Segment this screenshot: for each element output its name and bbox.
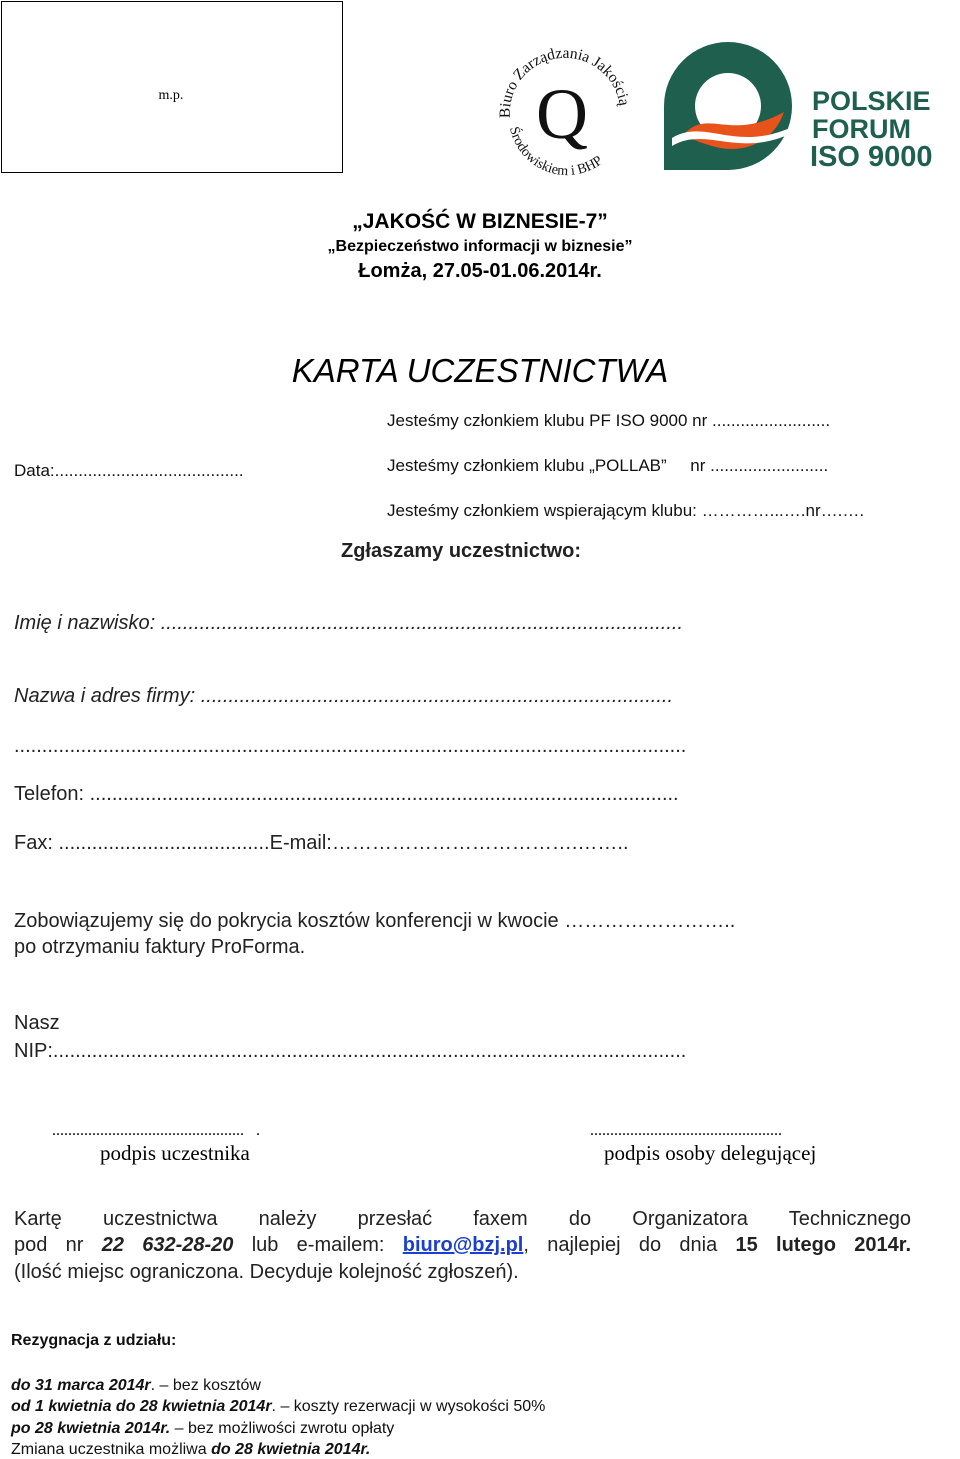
pfi-line1: POLSKIE [812,86,931,116]
pfi-line3: ISO 9000 [810,141,933,173]
page-title: KARTA UCZESTNICTWA [291,352,669,389]
resignation-row-1: do 31 marca 2014r. – bez kosztów [11,1377,261,1394]
phone-field: Telefon: .......................................................................................................... [14,783,679,805]
email-link[interactable]: biuro@bzj.pl [402,1234,524,1256]
instructions-line-2: pod nr 22 632-28-20 lub e-mailem: biuro@bzj.pl, najlepiej do dnia 15 lutego 2014r. [14,1234,912,1256]
name-field: Imię i nazwisko: .............................................................................................. [14,612,684,634]
resignation-heading: Rezygnacja z udziału: [11,1332,177,1349]
signature-right-label: podpis osoby delegującej [604,1141,817,1165]
club-pf-iso: Jesteśmy członkiem klubu PF ISO 9000 nr ......................... [387,411,831,430]
stamp-box [1,1,343,173]
company-field: Nazwa i adres firmy: ..................................................................................... [14,685,674,707]
signature-left-label: podpis uczestnika [100,1141,250,1165]
event-place-date: Łomża, 27.05-01.06.2014r. [358,260,602,282]
instructions-line-1: Kartę uczestnictwa należy przesłać faxem do Organizatora Technicznego [14,1208,911,1230]
bzj-arc-bottom: Środowiskiem i BHP [505,125,606,180]
club-pollab: Jesteśmy członkiem klubu „POLLAB” nr ......................... [387,456,829,475]
resignation-row-3: po 28 kwietnia 2014r. – bez możliwości zwrotu opłaty [11,1420,395,1437]
signature-left-dots: ................................................ . [52,1122,260,1139]
date-field: Data:........................................ [14,461,244,480]
nip-label: Nasz [14,1012,60,1034]
event-name: „JAKOŚĆ W BIZNESIE-7” [352,210,608,233]
club-supporting: Jesteśmy członkiem wspierającym klubu: …………...….nr….…. [387,501,865,520]
company-field-cont: ......................................................................................................................... [14,735,687,757]
instructions-line-3: (Ilość miejsc ograniczona. Decyduje kolejność zgłoszeń). [14,1261,519,1283]
bzj-arc-top: Biuro Zarządzania Jakością [496,44,633,119]
pfi-emblem [664,42,804,170]
bzj-logo [488,40,638,180]
cost-line-1: Zobowiązujemy się do pokrycia kosztów konferencji w kwocie …………………….. [14,910,736,932]
resignation-row-4: Zmiana uczestnika możliwa do 28 kwietnia 2014r. [11,1441,371,1458]
bzj-letter: Q [536,74,588,154]
pfi-line2: FORUM [812,114,911,144]
apply-heading: Zgłaszamy uczestnictwo: [341,540,582,562]
cost-line-2: po otrzymaniu faktury ProForma. [14,936,306,958]
signature-right-dots: ................................................ [590,1122,782,1139]
deadline: 15 lutego 2014r. [735,1234,912,1256]
fax-number: 22 632-28-20 [101,1234,234,1256]
stamp-label: m.p. [158,88,184,103]
resignation-row-2: od 1 kwietnia do 28 kwietnia 2014r. – koszty rezerwacji w wysokości 50% [11,1398,546,1415]
fax-email-field: Fax: ......................................E-mail:……………………………….…….. [14,832,629,854]
event-subtitle: „Bezpieczeństwo informacji w biznesie” [327,238,633,255]
nip-field: NIP:.................................................................................................................. [14,1040,687,1062]
